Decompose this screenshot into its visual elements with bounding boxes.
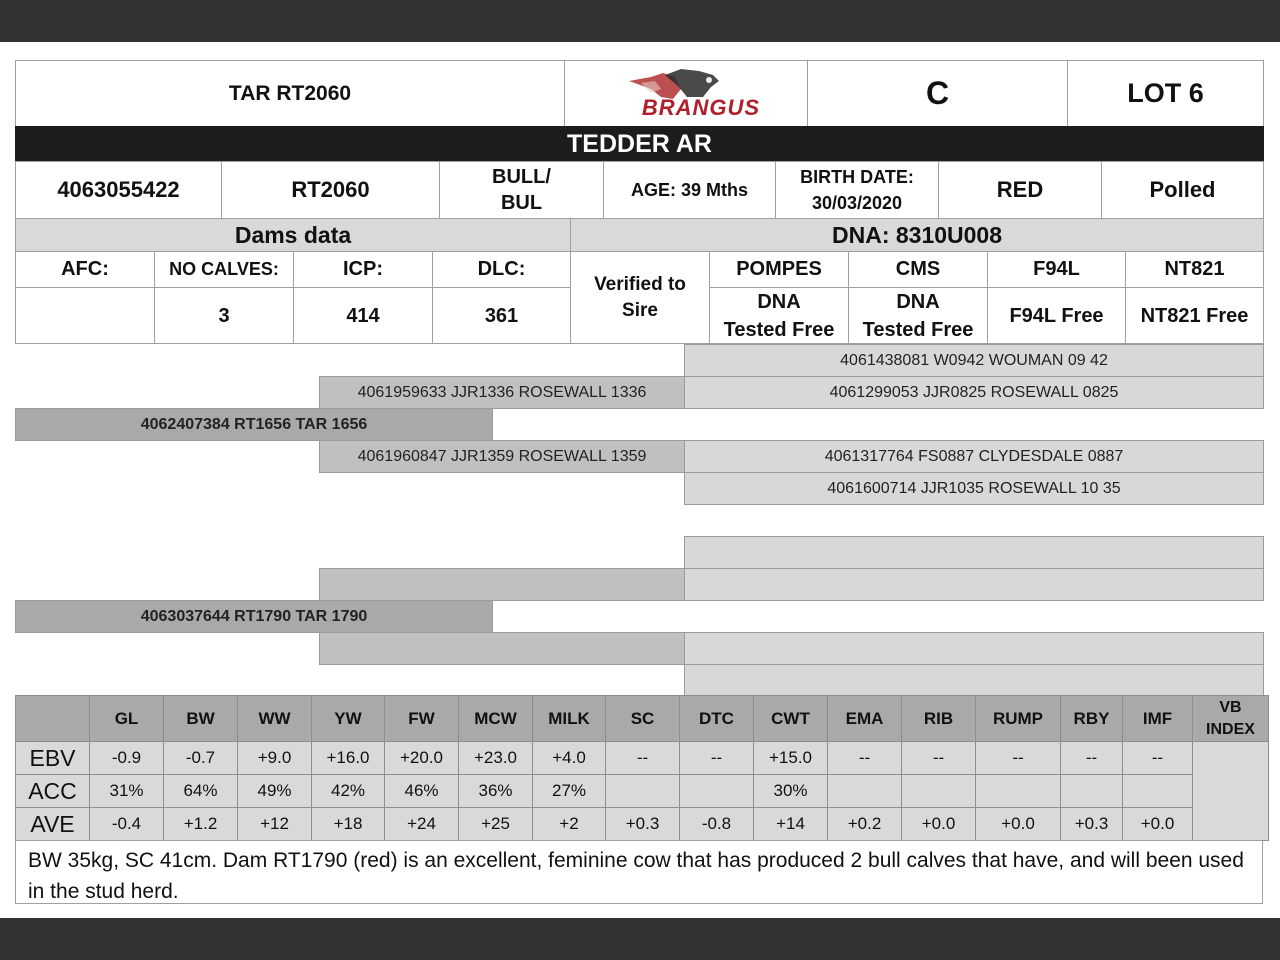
pedigree-name: 4061959633 JJR1336 ROSEWALL 1336 (357, 383, 647, 401)
nt821-result: NT821 Free (1140, 304, 1249, 327)
f94l-result-cell (987, 287, 1126, 344)
pedigree-dam-sire-dam (684, 568, 1264, 601)
acc-cell: 30% (754, 775, 828, 808)
animal-id: TAR RT2060 (228, 81, 352, 105)
ave-cell: +1.2 (164, 808, 238, 841)
tag: RT2060 (291, 177, 370, 202)
ebv-cell: -- (902, 742, 976, 775)
row-label: EBV (16, 742, 90, 775)
dlc-header (432, 251, 571, 288)
ave-cell: +0.0 (1123, 808, 1193, 841)
viewer-top-bar (0, 0, 1280, 42)
acc-cell (828, 775, 902, 808)
lot-number: LOT 6 (1127, 78, 1204, 108)
ebv-cell: -- (680, 742, 754, 775)
brangus-logo-text: BRANGUS (641, 94, 761, 120)
ebv-cell: +9.0 (238, 742, 312, 775)
pedigree-name: 4063037644 RT1790 TAR 1790 (140, 607, 368, 625)
pedigree-name: 4061600714 JJR1035 ROSEWALL 10 35 (827, 479, 1121, 497)
pedigree-sire (15, 408, 493, 441)
pedigree-sire-sire (319, 376, 685, 409)
pompes-result-cell (709, 287, 849, 344)
lot-cell (1067, 60, 1264, 127)
colour-cell (938, 161, 1102, 219)
ave-cell: +25 (459, 808, 533, 841)
acc-cell: 64% (164, 775, 238, 808)
ave-cell: -0.8 (680, 808, 754, 841)
animal-id-cell (15, 60, 565, 127)
dams-data-header (15, 218, 571, 252)
corner-cell (16, 696, 90, 742)
ave-cell: +0.0 (902, 808, 976, 841)
col-fw: FW (385, 696, 459, 742)
acc-cell (680, 775, 754, 808)
acc-cell (902, 775, 976, 808)
pompes-label: POMPES (736, 258, 822, 280)
row-label: ACC (16, 775, 90, 808)
animal-name-bar (15, 126, 1264, 162)
col-rib: RIB (902, 696, 976, 742)
pompes-result-line-2: Tested Free (723, 318, 835, 341)
verified-line-2: Sire (622, 299, 658, 321)
acc-cell (1061, 775, 1123, 808)
ave-cell: +0.0 (976, 808, 1061, 841)
acc-cell (1123, 775, 1193, 808)
ebv-header-row (16, 696, 1269, 742)
acc-cell (606, 775, 680, 808)
cms-result-cell (848, 287, 988, 344)
acc-cell (976, 775, 1061, 808)
ave-cell: +2 (533, 808, 606, 841)
col-ww: WW (238, 696, 312, 742)
ave-cell: +24 (385, 808, 459, 841)
animal-name: TEDDER AR (567, 129, 712, 158)
pedigree-name: 4062407384 RT1656 TAR 1656 (140, 415, 368, 433)
nt821-header (1125, 251, 1264, 288)
col-ema: EMA (828, 696, 902, 742)
pompes-result-line-1: DNA (757, 290, 801, 313)
nt821-label: NT821 (1164, 258, 1225, 280)
ebv-cell: -- (1123, 742, 1193, 775)
ave-cell: +14 (754, 808, 828, 841)
dams-data-title: Dams data (234, 221, 352, 248)
pedigree-dam-sire (319, 568, 685, 601)
acc-cell: 27% (533, 775, 606, 808)
icp-value: 414 (346, 304, 380, 327)
no-calves-label: NO CALVES: (169, 259, 279, 279)
ebv-cell: -- (1061, 742, 1123, 775)
comment-text: BW 35kg, SC 41cm. Dam RT1790 (red) is an excellent, feminine cow that has produced 2 bull calves that have, and will been used in the stud herd. (28, 849, 1244, 903)
no-calves-value: 3 (218, 304, 230, 327)
verified-to-sire-cell (570, 251, 710, 344)
col-vb-index (1193, 696, 1269, 742)
cms-result-line-1: DNA (896, 290, 940, 313)
col-yw: YW (312, 696, 385, 742)
col-cwt: CWT (754, 696, 828, 742)
pompes-header (709, 251, 849, 288)
pedigree-name: 4061960847 JJR1359 ROSEWALL 1359 (357, 447, 647, 465)
icp-label: ICP: (343, 258, 383, 280)
age-cell (603, 161, 776, 219)
ave-cell: +18 (312, 808, 385, 841)
dna-header (570, 218, 1264, 252)
pedigree-dam-dam-dam (684, 664, 1264, 696)
ebv-cell: +15.0 (754, 742, 828, 775)
no-calves-value-cell (154, 287, 294, 344)
pedigree-name: 4061317764 FS0887 CLYDESDALE 0887 (824, 447, 1124, 465)
ebv-cell: +16.0 (312, 742, 385, 775)
dlc-value: 361 (484, 304, 519, 327)
sex-line-2: BUL (500, 192, 543, 214)
col-gl: GL (90, 696, 164, 742)
col-bw: BW (164, 696, 238, 742)
ebv-cell: -- (976, 742, 1061, 775)
acc-cell: 36% (459, 775, 533, 808)
icp-header (293, 251, 433, 288)
age: AGE: 39 Mths (630, 180, 749, 200)
acc-cell: 42% (312, 775, 385, 808)
afc-header (15, 251, 155, 288)
pedigree-dam (15, 600, 493, 633)
f94l-result: F94L Free (1009, 304, 1104, 327)
f94l-header (987, 251, 1126, 288)
vb-label-line-1: VB (1219, 698, 1242, 716)
acc-cell: 46% (385, 775, 459, 808)
horn-status-cell (1101, 161, 1264, 219)
acc-cell: 49% (238, 775, 312, 808)
col-sc: SC (606, 696, 680, 742)
tag-cell (221, 161, 440, 219)
ave-cell: +0.3 (1061, 808, 1123, 841)
col-dtc: DTC (680, 696, 754, 742)
cms-label: CMS (895, 258, 941, 280)
ave-row (16, 808, 1269, 841)
grade: C (925, 75, 950, 111)
pedigree-name: 4061438081 W0942 WOUMAN 09 42 (840, 351, 1108, 369)
sex-cell (439, 161, 604, 219)
birth-date-label: BIRTH DATE: (800, 167, 914, 187)
pedigree-dam-dam (319, 632, 685, 665)
acc-cell: 31% (90, 775, 164, 808)
colour: RED (996, 177, 1044, 202)
ebv-cell: -- (606, 742, 680, 775)
grade-cell (807, 60, 1068, 127)
vb-label-line-2: INDEX (1206, 720, 1255, 738)
afc-value-cell (15, 287, 155, 344)
ebv-row (16, 742, 1269, 775)
vb-index-value (1193, 742, 1269, 841)
ave-cell: -0.4 (90, 808, 164, 841)
pedigree-sire-sire-sire (684, 344, 1264, 377)
cms-header (848, 251, 988, 288)
ebv-cell: -0.7 (164, 742, 238, 775)
col-rump: RUMP (976, 696, 1061, 742)
ebv-cell: -0.9 (90, 742, 164, 775)
horn-status: Polled (1149, 177, 1216, 202)
ave-cell: +12 (238, 808, 312, 841)
pedigree-sire-sire-dam (684, 376, 1264, 409)
ebv-cell: -- (828, 742, 902, 775)
registration-number: 4063055422 (57, 177, 180, 202)
col-rby: RBY (1061, 696, 1123, 742)
pedigree-sire-dam (319, 440, 685, 473)
col-mcw: MCW (459, 696, 533, 742)
pedigree-sire-dam-dam (684, 472, 1264, 505)
no-calves-header (154, 251, 294, 288)
col-milk: MILK (533, 696, 606, 742)
ave-cell: +0.3 (606, 808, 680, 841)
dna-title: DNA: 8310U008 (831, 221, 1003, 248)
sex-line-1: BULL/ (492, 166, 551, 188)
row-label: AVE (16, 808, 90, 841)
ave-cell: +0.2 (828, 808, 902, 841)
registration-cell (15, 161, 222, 219)
acc-row (16, 775, 1269, 808)
pedigree-dam-sire-sire (684, 536, 1264, 569)
f94l-label: F94L (1033, 258, 1080, 280)
ebv-table (15, 695, 1269, 841)
cms-result-line-2: Tested Free (862, 318, 974, 341)
col-imf: IMF (1123, 696, 1193, 742)
afc-label: AFC: (61, 258, 109, 280)
birth-date-cell (775, 161, 939, 219)
ebv-cell: +23.0 (459, 742, 533, 775)
ebv-cell: +20.0 (385, 742, 459, 775)
comment-box (15, 840, 1263, 904)
icp-value-cell (293, 287, 433, 344)
pedigree-dam-dam-sire (684, 632, 1264, 665)
pedigree-name: 4061299053 JJR0825 ROSEWALL 0825 (829, 383, 1119, 401)
viewer-bottom-bar (0, 918, 1280, 960)
ebv-cell: +4.0 (533, 742, 606, 775)
pedigree-sire-dam-sire (684, 440, 1264, 473)
verified-line-1: Verified to (594, 273, 686, 295)
dlc-value-cell (432, 287, 571, 344)
birth-date: 30/03/2020 (811, 193, 903, 213)
brangus-logo (564, 60, 808, 127)
nt821-result-cell (1125, 287, 1264, 344)
dlc-label: DLC: (477, 258, 526, 280)
